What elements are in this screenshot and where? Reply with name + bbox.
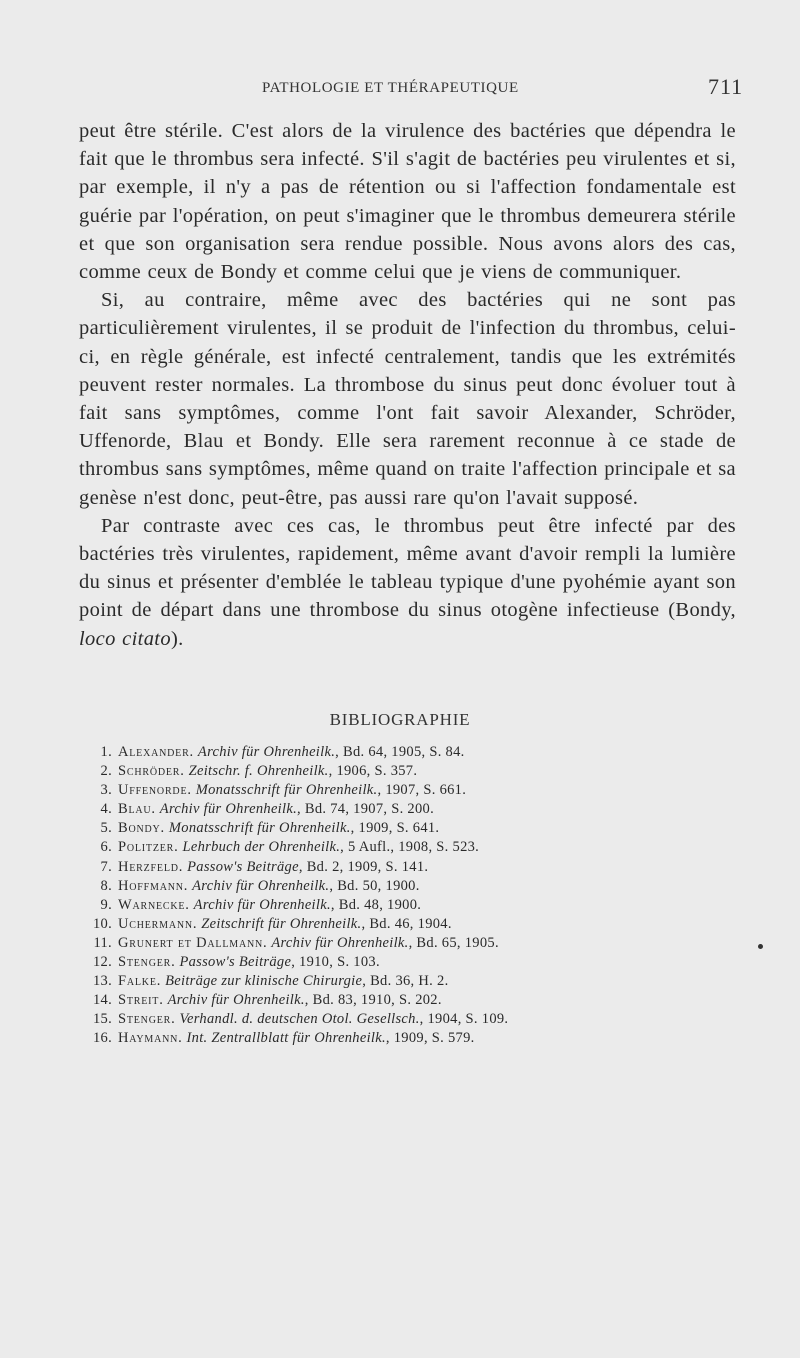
entry-author: Schröder. [118, 763, 185, 780]
entry-number: 11. [93, 934, 112, 951]
body-text [79, 117, 736, 653]
entry-journal: Beiträge zur klinische Chirurgie [165, 973, 363, 990]
bibliography-entry [90, 743, 750, 762]
entry-number: 7. [100, 858, 112, 875]
entry-details: , Bd. 64, 1905, S. 84. [335, 744, 465, 760]
entry-journal: Archiv für Ohrenheilk. [197, 744, 336, 760]
bibliography-entry [90, 972, 750, 991]
entry-number: 13. [92, 973, 112, 990]
entry-details: , Bd. 36, H. 2. [362, 973, 449, 990]
entry-journal: Monatsschrift für Ohrenheilk. [195, 782, 378, 799]
page-number: 711 [708, 74, 744, 99]
entry-author: Uchermann. [118, 915, 198, 932]
entry-journal: Verhandl. d. deutschen Otol. Gesellsch. [179, 1011, 420, 1028]
paragraph-1: peut être stérile. C'est alors de la virulence des bactéries que dépendra le fait que le thrombus sera infecté. S'il s'agit de bactéries peu virulentes et si, par exemple, il n'y a pas de rétention ou si l'affection fondamentale est guérie par l'opération, on peut s'imaginer que le thrombus demeurera stérile et que son organisation sera rendue possible. Nous avons alors des cas, comme ceux de Bondy et comme celui que je viens de communiquer. [79, 120, 736, 284]
entry-author: Politzer. [118, 839, 179, 856]
entry-author: Stenger. [118, 954, 176, 971]
entry-number: 5. [100, 820, 112, 837]
entry-details: , 1909, S. 641. [350, 820, 440, 837]
entry-author: Uffenorde. [118, 782, 192, 799]
entry-journal: Archiv für Ohrenheilk. [192, 877, 330, 894]
entry-number: 14. [92, 992, 112, 1009]
bibliography-entry [90, 762, 750, 781]
bibliography-entry [90, 991, 750, 1010]
bibliography-entry [90, 1029, 750, 1048]
entry-number: 16. [92, 1030, 112, 1047]
entry-journal: Monatsschrift für Ohrenheilk. [168, 820, 351, 837]
paragraph-2: Si, au contraire, même avec des bactéries qui ne sont pas particulièrement virulentes, il se produit de l'infection du thrombus, celui-ci, en règle générale, est infecté centralement, tandis que les extrémités peuvent rester normales. La thrombose du sinus peut donc évoluer tout à fait sans symptômes, comme l'ont fait savoir Alexander, Schröder, Uffenorde, Blau et Bondy. Elle sera rarement reconnue à ce stade de thrombus sans symptômes, même quand on traite l'affection principale et sa genèse n'est donc, peut-être, pas aussi rare qu'on l'avait supposé. [79, 289, 736, 509]
bibliography-entry [90, 838, 750, 857]
entry-author: Streit. [118, 992, 164, 1009]
entry-author: Haymann. [118, 1030, 183, 1047]
entry-author: Grunert et Dallmann. [118, 934, 268, 951]
entry-details: , 1910, S. 103. [291, 954, 380, 971]
entry-author: Alexander. [118, 744, 194, 760]
entry-author: Warnecke. [118, 896, 190, 913]
entry-details: , 1904, S. 109. [419, 1011, 509, 1028]
bibliography-entry [90, 896, 750, 915]
entry-details: , Bd. 50, 1900. [329, 877, 420, 894]
bibliography-entry [90, 915, 750, 934]
entry-journal: Int. Zentrallblatt für Ohrenheilk. [186, 1030, 386, 1047]
paragraph-3 [79, 512, 736, 653]
entry-details: , Bd. 74, 1907, S. 200. [297, 801, 435, 818]
entry-details: , 1906, S. 357. [328, 763, 418, 780]
entry-number: 3. [100, 782, 112, 799]
entry-author: Falke. [118, 973, 162, 990]
entry-number: 1. [100, 744, 112, 760]
entry-journal: Archiv für Ohrenheilk. [167, 992, 305, 1009]
entry-number: 12. [92, 954, 112, 971]
entry-details: , 1909, S. 579. [385, 1030, 475, 1047]
margin-mark [758, 944, 763, 949]
bibliography-entry [90, 877, 750, 896]
entry-details: , 5 Aufl., 1908, S. 523. [340, 839, 480, 856]
running-head [0, 74, 800, 104]
running-title: PATHOLOGIE ET THÉRAPEUTIQUE [262, 80, 519, 96]
entry-journal: Archiv für Ohrenheilk. [159, 801, 297, 818]
paragraph-3-end: ). [170, 627, 184, 650]
bibliography-entry [90, 781, 750, 800]
entry-journal: Archiv für Ohrenheilk. [271, 934, 409, 951]
entry-number: 4. [100, 801, 112, 818]
bibliography-list [90, 743, 750, 1049]
entry-details: , Bd. 65, 1905. [408, 934, 499, 951]
entry-number: 2. [100, 763, 112, 780]
entry-journal: Lehrbuch der Ohrenheilk. [182, 839, 341, 856]
entry-author: Herzfeld. [118, 858, 184, 875]
loco-citato: loco citato [79, 627, 171, 650]
bibliography-entry [90, 800, 750, 819]
entry-journal: Zeitschrift für Ohrenheilk. [201, 915, 362, 932]
bibliography-entry [90, 953, 750, 972]
entry-number: 8. [100, 877, 112, 894]
entry-journal: Archiv für Ohrenheilk. [193, 896, 331, 913]
entry-journal: Passow's Beiträge [179, 954, 292, 971]
entry-journal: Passow's Beiträge [187, 858, 299, 875]
entry-author: Stenger. [118, 1011, 176, 1028]
entry-author: Bondy. [118, 820, 165, 837]
entry-number: 9. [100, 896, 112, 913]
bibliography-entry [90, 858, 750, 877]
entry-journal: Zeitschr. f. Ohrenheilk. [188, 763, 329, 780]
entry-details: , Bd. 83, 1910, S. 202. [304, 992, 442, 1009]
bibliography-entry [90, 819, 750, 838]
entry-author: Blau. [118, 801, 156, 818]
entry-details: , Bd. 46, 1904. [361, 915, 452, 932]
entry-number: 6. [100, 839, 112, 856]
entry-details: , Bd. 48, 1900. [330, 896, 422, 913]
bibliography-entry [90, 1010, 750, 1029]
entry-author: Hoffmann. [118, 877, 189, 894]
entry-details: , Bd. 2, 1909, S. 141. [298, 858, 429, 875]
paragraph-3-text: Par contraste avec ces cas, le thrombus peut être infecté par des bactéries très virulentes, rapidement, même avant d'avoir rempli la lumière du sinus et présenter d'emblée le tableau typique d'une pyohémie ayant son point de départ dans une thrombose du sinus otogène infectieuse (Bondy, [79, 514, 736, 622]
bibliography-entry [90, 934, 750, 953]
bibliography-title: BIBLIOGRAPHIE [329, 710, 471, 729]
entry-number: 10. [92, 915, 112, 932]
entry-details: , 1907, S. 661. [377, 782, 467, 799]
entry-number: 15. [92, 1011, 112, 1028]
